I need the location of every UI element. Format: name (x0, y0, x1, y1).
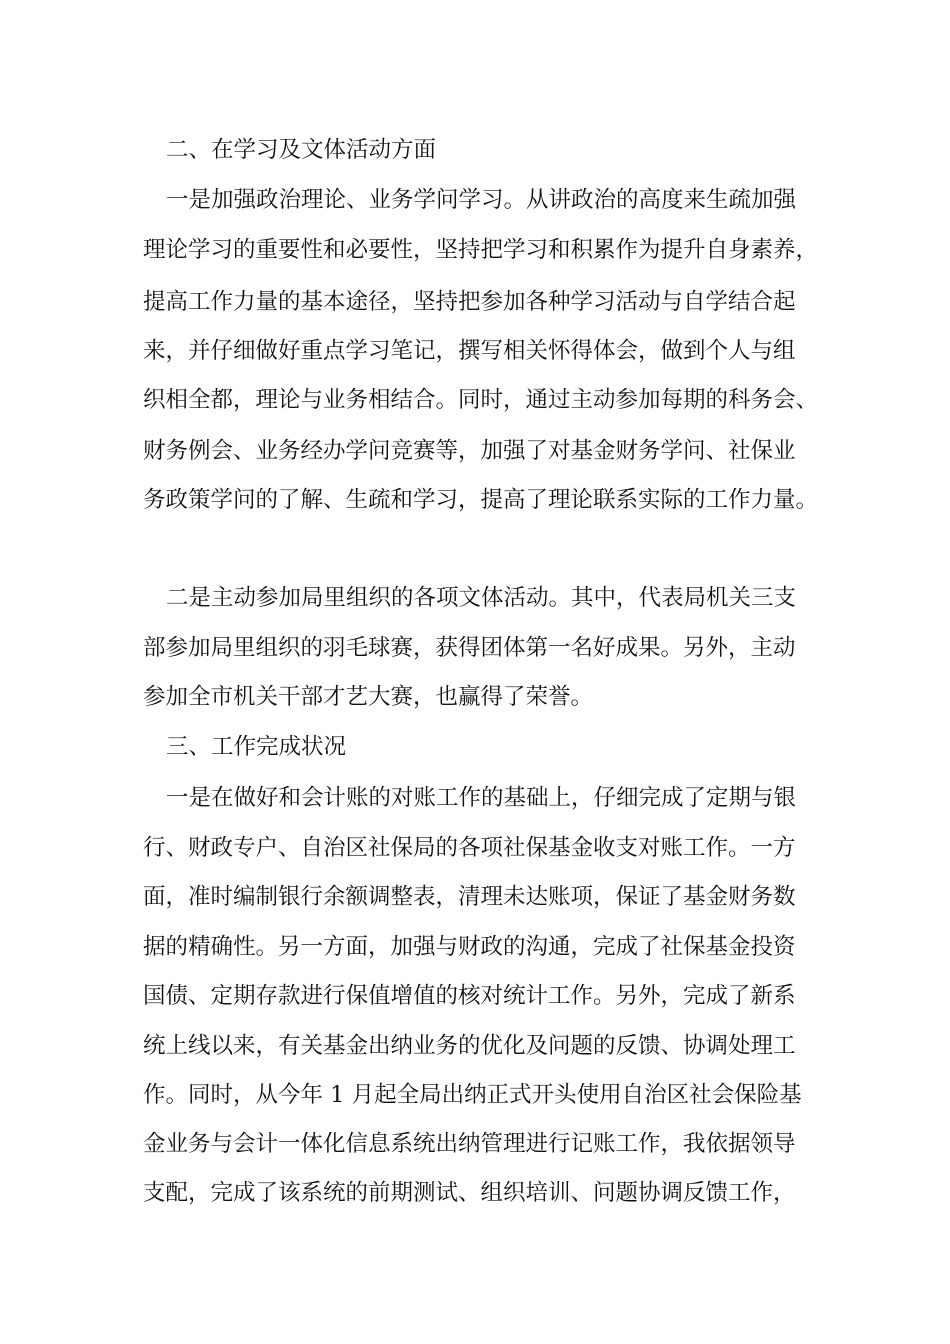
paragraph-line: 织相全都，理论与业务相结合。同时，通过主动参加每期的科务会、 (143, 387, 819, 413)
paragraph-line: 国债、定期存款进行保值增值的核对统计工作。另外，完成了新系 (143, 983, 796, 1009)
paragraph-line: 提高工作力量的基本途径，坚持把参加各种学习活动与自学结合起 (143, 289, 796, 315)
paragraph-line: 理论学习的重要性和必要性，坚持把学习和积累作为提升自身素养， (143, 237, 819, 263)
section-heading-work: 三、工作完成状况 (166, 734, 347, 760)
paragraph-line: 行、财政专户、自治区社保局的各项社保基金收支对账工作。一方 (143, 835, 796, 861)
paragraph-line: 面，准时编制银行余额调整表，清理未达账项，保证了基金财务数 (143, 884, 796, 910)
paragraph-line: 二是主动参加局里组织的各项文体活动。其中，代表局机关三支 (166, 585, 797, 611)
section-heading-study: 二、在学习及文体活动方面 (166, 137, 437, 163)
paragraph-line: 金业务与会计一体化信息系统出纳管理进行记账工作，我依据领导 (143, 1131, 796, 1157)
paragraph-line: 财务例会、业务经办学问竞赛等，加强了对基金财务学问、社保业 (143, 438, 796, 464)
paragraph-line: 参加全市机关干部才艺大赛，也赢得了荣誉。 (143, 684, 594, 710)
paragraph-line: 部参加局里组织的羽毛球赛，获得团体第一名好成果。另外，主动 (143, 635, 796, 661)
paragraph-line: 统上线以来，有关基金出纳业务的优化及问题的反馈、协调处理工 (143, 1033, 796, 1059)
paragraph-line: 据的精确性。另一方面，加强与财政的沟通，完成了社保基金投资 (143, 934, 796, 960)
paragraph-line: 支配，完成了该系统的前期测试、组织培训、问题协调反馈工作， (143, 1180, 796, 1206)
paragraph-line: 一是在做好和会计账的对账工作的基础上，仔细完成了定期与银 (166, 785, 797, 811)
paragraph-line: 作。同时，从今年 1 月起全局出纳正式开头使用自治区社会保险基 (143, 1082, 802, 1108)
paragraph-line: 来，并仔细做好重点学习笔记，撰写相关怀得体会，做到个人与组 (143, 338, 796, 364)
paragraph-line: 一是加强政治理论、业务学问学习。从讲政治的高度来生疏加强 (166, 187, 797, 213)
paragraph-line: 务政策学问的了解、生疏和学习，提高了理论联系实际的工作力量。 (143, 487, 819, 513)
